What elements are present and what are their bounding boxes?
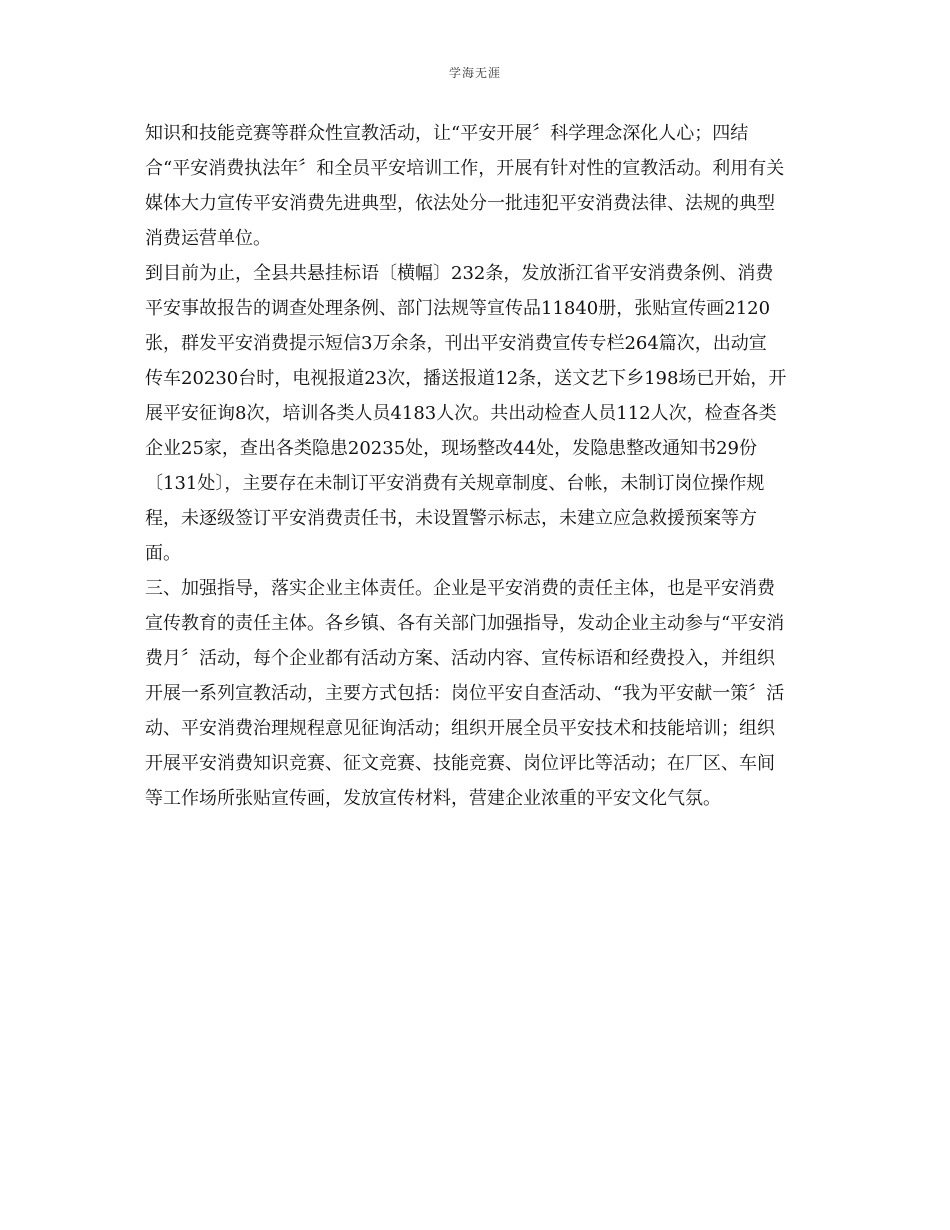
page-header: 学海无涯 — [448, 66, 501, 80]
text-line: 程，未逐级签订平安消费责任书，未设置警示标志，未建立应急救援预案等方 — [145, 508, 757, 529]
text-line: 三、加强指导，落实企业主体责任。企业是平安消费的责任主体，也是平安消费 — [145, 578, 775, 599]
text-line: 等工作场所张贴宣传画，发放宣传材料，营建企业浓重的平安文化气氛。 — [145, 788, 721, 809]
text-line: 面。 — [145, 543, 181, 564]
document-body — [145, 116, 810, 816]
text-line: 展平安征询8次，培训各类人员4183人次。共出动检查人员112人次，检查各类 — [145, 403, 777, 424]
text-line: 张，群发平安消费提示短信3万余条，刊出平安消费宣传专栏264篇次，出动宣 — [145, 333, 767, 354]
text-line: 媒体大力宣传平安消费先进典型，依法处分一批违犯平安消费法律、法规的典型 — [145, 193, 775, 214]
text-line: 企业25家，查出各类隐患20235处，现场整改44处，发隐患整改通知书29份 — [145, 438, 757, 459]
text-line: 知识和技能竞赛等群众性宣教活动，让“平安开展〞科学理念深化人心；四结 — [145, 123, 749, 144]
text-line: 消费运营单位。 — [145, 228, 271, 249]
text-line: 平安事故报告的调查处理条例、部门法规等宣传品11840册，张贴宣传画2120 — [145, 298, 771, 319]
text-line: 开展一系列宣教活动，主要方式包括：岗位平安自查活动、“我为平安献一策〞活 — [145, 683, 785, 704]
text-line: 〔131处〕，主要存在未制订平安消费有关规章制度、台帐，未制订岗位操作规 — [145, 473, 765, 494]
text-line: 费月〞活动，每个企业都有活动方案、活动内容、宣传标语和经费投入，并组织 — [145, 648, 775, 669]
text-line: 宣传教育的责任主体。各乡镇、各有关部门加强指导，发动企业主动参与“平安消 — [145, 613, 785, 634]
text-line: 传车20230台时，电视报道23次，播送报道12条，送文艺下乡198场已开始，开 — [145, 368, 787, 389]
text-line: 开展平安消费知识竞赛、征文竞赛、技能竞赛、岗位评比等活动；在厂区、车间 — [145, 753, 775, 774]
text-line: 动、平安消费治理规程意见征询活动；组织开展全员平安技术和技能培训；组织 — [145, 718, 775, 739]
text-line: 到目前为止，全县共悬挂标语〔横幅〕232条，发放浙江省平安消费条例、消费 — [145, 263, 774, 284]
text-line: 合“平安消费执法年〞和全员平安培训工作，开展有针对性的宣教活动。利用有关 — [145, 158, 785, 179]
